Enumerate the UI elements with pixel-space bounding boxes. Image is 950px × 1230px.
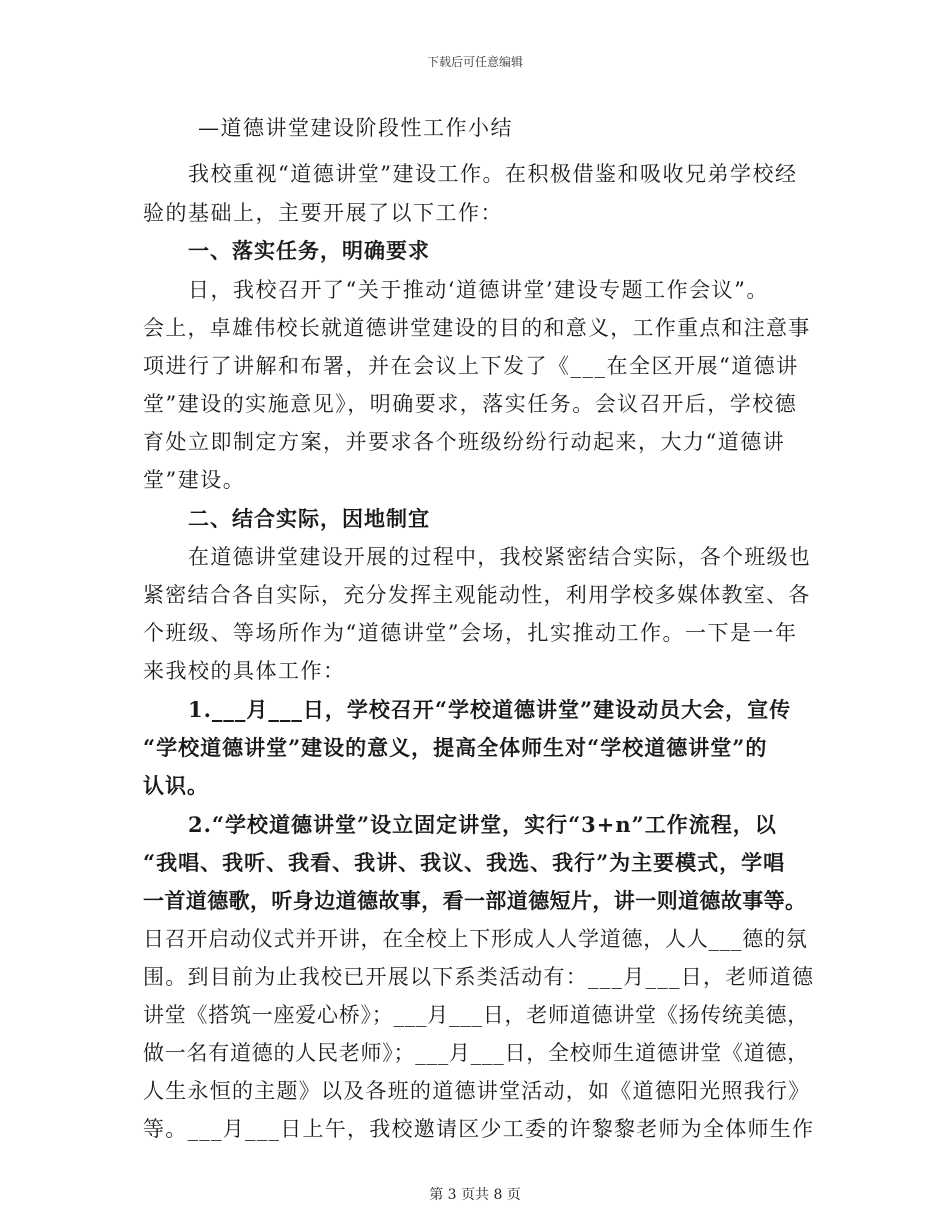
paragraph-line: 日，我校召开了“关于推动‘道德讲堂’建设专题工作会议”。 [188, 278, 769, 302]
page-header-note: 下载后可任意编辑 [426, 55, 523, 69]
section-heading-2: 二、结合实际，因地制宜 [188, 506, 430, 531]
list-item-2-line: “我唱、我听、我看、我讲、我议、我选、我行”为主要模式，学唱 [143, 850, 786, 875]
list-item-2-line: 2.“学校道德讲堂”设立固定讲堂，实行“3+n”工作流程，以 [188, 812, 777, 837]
paragraph-line: 人生永恒的主题》以及各班的道德讲堂活动，如《道德阳光照我行》 [143, 1079, 811, 1103]
paragraph-line: 讲堂《搭筑一座爱心桥》；___月___日，老师道德讲堂《扬传统美德， [143, 1003, 809, 1027]
paragraph-line: 紧密结合各自实际，充分发挥主观能动性，利用学校多媒体教室、各 [143, 583, 811, 607]
paragraph-line: 堂”建设的实施意见》，明确要求，落实任务。会议召开后，学校德 [143, 392, 798, 416]
paragraph-line: 堂”建设。 [143, 468, 246, 492]
list-item-1-line: 认识。 [143, 773, 209, 798]
page-number: 第 3 页共 8 页 [429, 1187, 521, 1203]
paragraph-line: 会上，卓雄伟校长就道德讲堂建设的目的和意义，工作重点和注意事 [143, 316, 811, 340]
paragraph-line: 来我校的具体工作： [143, 659, 346, 683]
list-item-1-line: “学校道德讲堂”建设的意义，提高全体师生对“学校道德讲堂”的 [143, 735, 768, 760]
paragraph-line: 日召开启动仪式并开讲，在全校上下形成人人学道德，人人___德的氛 [143, 927, 808, 951]
paragraph-line: 育处立即制定方案，并要求各个班级纷纷行动起来，大力“道德讲 [143, 430, 786, 454]
paragraph-line: 做一名有道德的人民老师》；___月___日，全校师生道德讲堂《道德， [143, 1041, 809, 1065]
paragraph-line: 我校重视“道德讲堂”建设工作。在积极借鉴和吸收兄弟学校经 [188, 162, 798, 186]
list-item-1-line: 1.___月___日，学校召开“学校道德讲堂”建设动员大会，宣传 [188, 697, 792, 722]
section-subtitle: —道德讲堂建设阶段性工作小结 [198, 116, 513, 140]
paragraph-line: 项进行了讲解和布署，并在会议上下发了《___在全区开展“道德讲 [143, 354, 799, 378]
paragraph-line: 围。到目前为止我校已开展以下系类活动有：___月___日，老师道德 [143, 965, 815, 989]
list-item-2-line: 一首道德歌，听身边道德故事，看一部道德短片，讲一则道德故事等。 [143, 888, 807, 913]
paragraph-line: 在道德讲堂建设开展的过程中，我校紧密结合实际，各个班级也 [188, 545, 811, 569]
paragraph-line: 验的基础上，主要开展了以下工作： [143, 201, 503, 225]
paragraph-line: 等。___月___日上午，我校邀请区少工委的许黎黎老师为全体师生作 [143, 1117, 815, 1141]
paragraph-line: 个班级、等场所作为“道德讲堂”会场，扎实推动工作。一下是一年 [143, 621, 798, 645]
section-heading-1: 一、落实任务，明确要求 [188, 238, 430, 263]
